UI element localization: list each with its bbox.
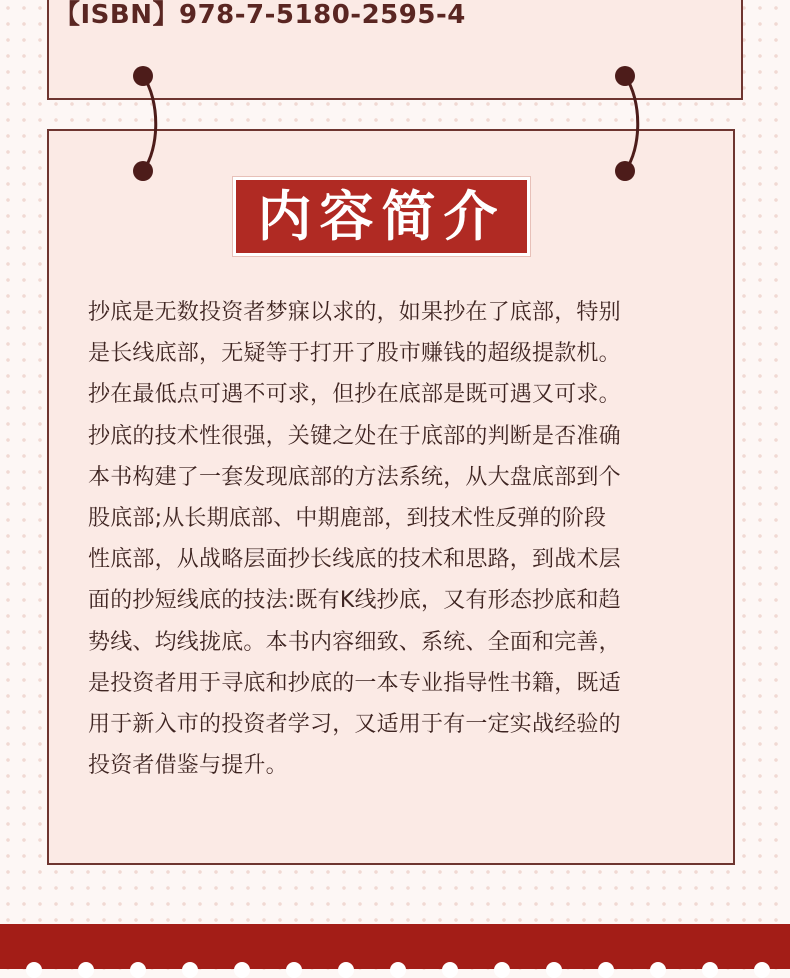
description-text	[88, 292, 708, 786]
isbn-text: 【ISBN】978-7-5180-2595-4	[54, 0, 466, 30]
section-title-box	[233, 177, 530, 256]
description-line: 股底部;从长期底部、中期鹿部，到技术性反弹的阶段	[88, 506, 607, 532]
description-line: 投资者借鉴与提升。	[88, 753, 288, 779]
description-line: 抄在最低点可遇不可求，但抄在底部是既可遇又可求。	[88, 382, 621, 408]
section-title: 内容简介	[257, 184, 506, 248]
description-line: 是长线底部，无疑等于打开了股市赚钱的超级提款机。	[88, 341, 621, 367]
description-line: 是投资者用于寻底和抄底的一本专业指导性书籍，既适	[88, 670, 621, 696]
description-line: 抄底是无数投资者梦寐以求的，如果抄在了底部，特别	[88, 300, 621, 325]
description-line: 性底部，从战略层面抄长线底的技术和思路，到战术层	[88, 547, 621, 573]
description-line: 抄底的技术性很强，关键之处在于底部的判断是否准确	[88, 423, 621, 449]
description-line: 势线、均线拢底。本书内容细致、系统、全面和完善，	[88, 629, 621, 655]
description-line: 本书构建了一套发现底部的方法系统，从大盘底部到个	[88, 464, 621, 490]
band-dots	[0, 958, 790, 978]
description-line: 面的抄短线底的技法:既有K线抄底，又有形态抄底和趋	[88, 588, 621, 614]
description-line: 用于新入市的投资者学习，又适用于有一定实战经验的	[88, 712, 621, 738]
